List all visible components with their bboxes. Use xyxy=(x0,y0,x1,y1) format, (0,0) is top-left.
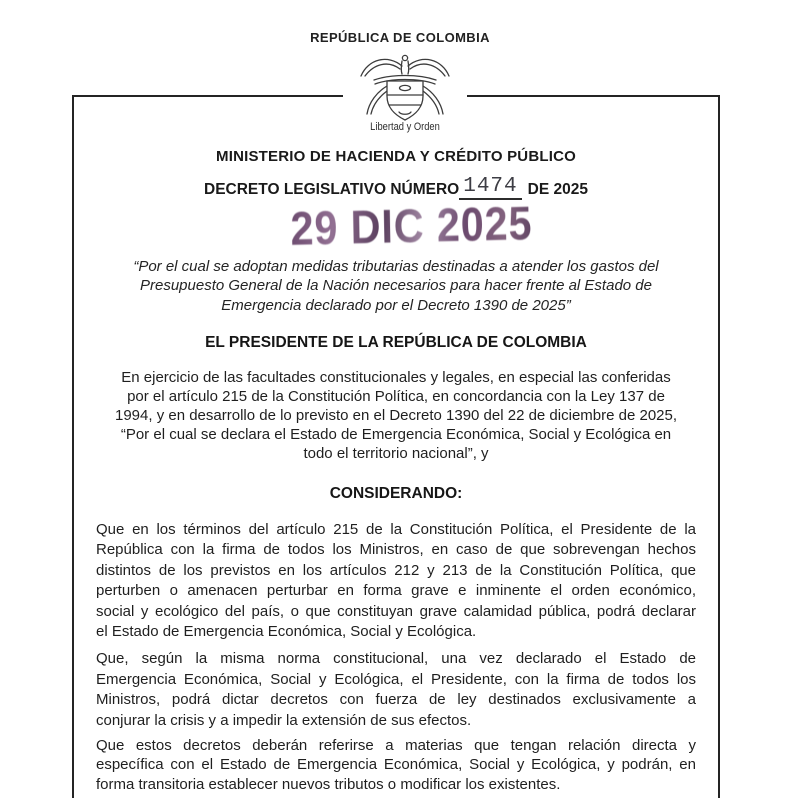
text-line: todo el territorio nacional”, y xyxy=(303,444,489,462)
text-line: social y ecológico del país, o que constituyan grave calamidad pública, podrá declarar xyxy=(96,602,696,620)
text-line: perturben o amenacen perturbar en forma grave e inminente el orden económico, xyxy=(96,582,696,600)
text-line: Emergencia declarado por el Decreto 1390 de 2025” xyxy=(221,296,571,314)
considering-paragraph xyxy=(96,520,696,642)
text-line: por el artículo 215 de la Constitución Política, en concordancia con la Ley 137 de xyxy=(127,387,665,405)
decree-number-value: 1474 xyxy=(459,176,521,200)
text-line: En ejercicio de las facultades constitucionales y legales, en especial las conferidas xyxy=(121,368,671,386)
decree-suffix: DE 2025 xyxy=(527,181,588,198)
text-line: Que, según la misma norma constitucional, una vez declarado el Estado de xyxy=(96,650,696,668)
text-line: República con la firma de todos los Ministros, en caso de que sobrevengan hechos xyxy=(96,541,696,559)
text-line: Emergencia Económica, Social y Ecológica, el Presidente, con la firma de todos los xyxy=(96,670,696,688)
document-body xyxy=(74,97,718,794)
text-line: “Por el cual se adoptan medidas tributarias destinadas a atender los gastos del xyxy=(133,257,659,275)
considering-paragraph xyxy=(96,736,696,795)
decree-subject xyxy=(96,257,696,315)
date-stamp-row xyxy=(96,196,696,255)
date-stamp: 29 DIC 2025 xyxy=(289,196,533,255)
text-line: el Estado de Emergencia Económica, Social y Ecológica. xyxy=(96,622,477,640)
text-line: Presupuesto General de la Nación necesarios para hacer frente al Estado de xyxy=(140,277,652,295)
text-line: específica con el Estado de Emergencia Económica, Social y Ecológica, y podrán, en xyxy=(96,756,696,774)
text-line: Que en los términos del artículo 215 de la Constitución Política, el Presidente de la xyxy=(96,520,696,538)
crest-motto: Libertad y Orden xyxy=(370,121,440,133)
republic-title: REPÚBLICA DE COLOMBIA xyxy=(310,30,490,45)
considering-heading: CONSIDERANDO: xyxy=(329,484,463,502)
text-line: “Por el cual se declara el Estado de Emergencia Económica, Social y Ecológica en xyxy=(120,425,672,443)
text-line: Que estos decretos deberán referirse a materias que tengan relación directa y xyxy=(96,736,696,754)
decree-prefix: DECRETO LEGISLATIVO NÚMERO xyxy=(204,181,460,198)
text-line: 1994, y en desarrollo de lo previsto en el Decreto 1390 del 22 de diciembre de 2025, xyxy=(114,406,678,424)
text-line: distintos de los previstos en los artículos 212 y 213 de la Constitución Política, que xyxy=(96,561,696,579)
text-line: forma transitoria establecer nuevos tributos o modificar los existentes. xyxy=(96,775,561,793)
president-heading: EL PRESIDENTE DE LA REPÚBLICA DE COLOMBIA xyxy=(205,333,587,351)
ministry-title: MINISTERIO DE HACIENDA Y CRÉDITO PÚBLICO xyxy=(216,148,576,165)
text-line: Ministros, podrá dictar decretos con fuerza de ley destinados exclusivamente a xyxy=(96,691,696,709)
preamble xyxy=(96,368,696,463)
considering-paragraph xyxy=(96,649,696,731)
text-line: conjurar la crisis y a impedir la extensión de sus efectos. xyxy=(96,711,472,729)
